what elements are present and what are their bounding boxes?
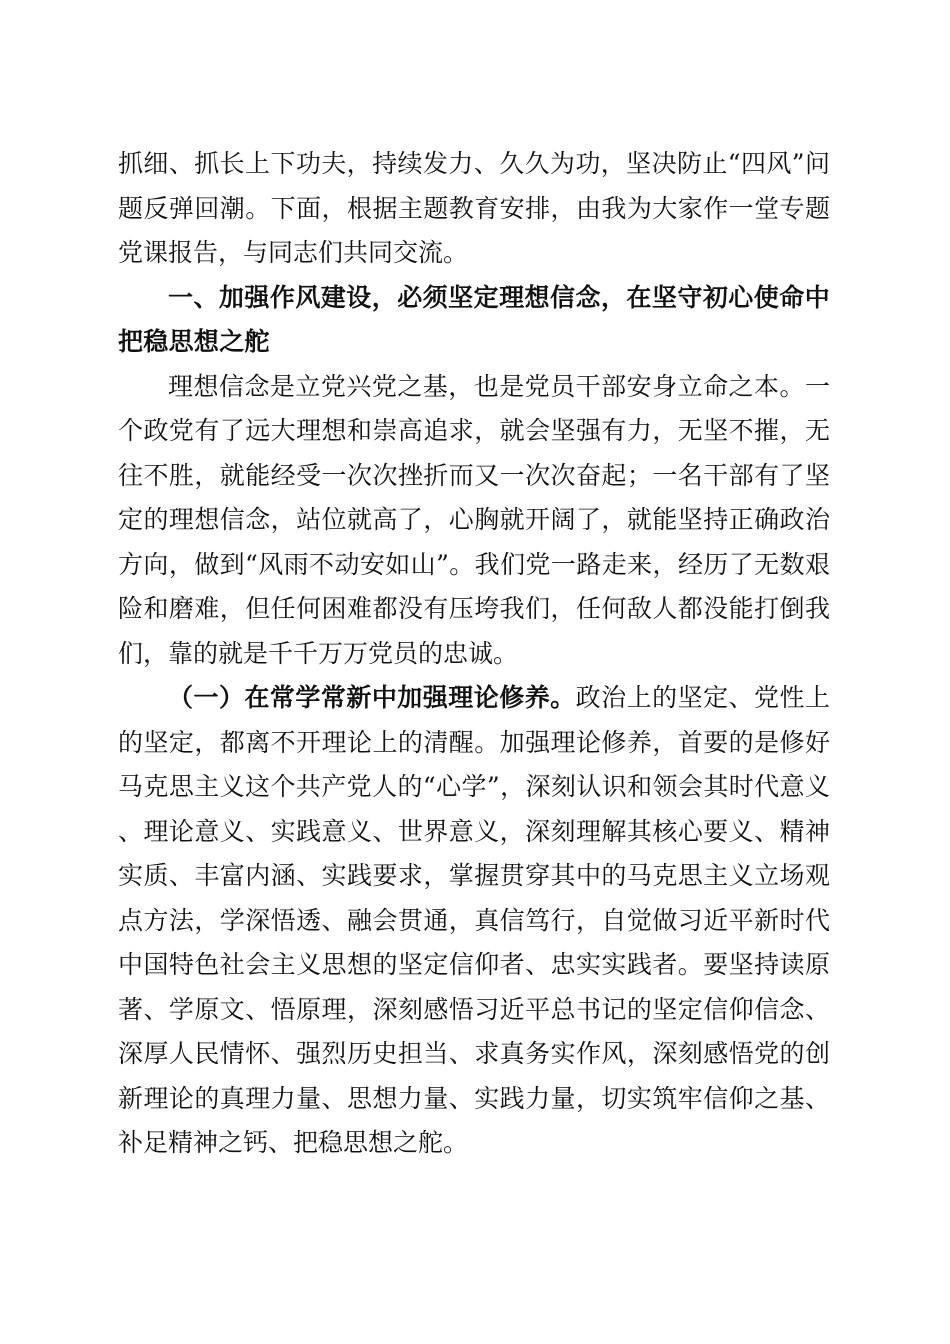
ideals-paragraph — [118, 365, 830, 677]
subheading-lead: （一）在常学常新中加强理论修养。 — [168, 683, 576, 712]
theory-paragraph — [118, 676, 830, 1166]
ideals-paragraph-text: 理想信念是立党兴党之基，也是党员干部安身立命之本。一个政党有了远大理想和崇高追求，就会坚强有力，无坚不摧，无往不胜，就能经受一次次挫折而又一次次奋起；一名干部有了坚定的理想信念，站位就高了，心胸就开阔了，就能坚持正确政治方向，做到“风雨不动安如山”。我们党一路走来，经历了无数艰险和磨难，但任何困难都没有压垮我们，任何敌人都没能打倒我们，靠的就是千千万万党员的忠诚。 — [118, 371, 830, 668]
document-body — [118, 142, 830, 1166]
section-heading — [118, 276, 830, 365]
theory-paragraph-text: 政治上的坚定、党性上的坚定，都离不开理论上的清醒。加强理论修养，首要的是修好马克思主义这个共产党人的“心学”，深刻认识和领会其时代意义、理论意义、实践意义、世界意义，深刻理解其核心要义、精神实质、丰富内涵、实践要求，掌握贯穿其中的马克思主义立场观点方法，学深悟透、融会贯通，真信笃行，自觉做习近平新时代中国特色社会主义思想的坚定信仰者、忠实实践者。要坚持读原著、学原文、悟原理，深刻感悟习近平总书记的坚定信仰信念、深厚人民情怀、强烈历史担当、求真务实作风，深刻感悟党的创新理论的真理力量、思想力量、实践力量，切实筑牢信仰之基、补足精神之钙、把稳思想之舵。 — [118, 683, 830, 1157]
intro-paragraph-text: 抓细、抓长上下功夫，持续发力、久久为功，坚决防止“四风”问题反弹回潮。下面，根据主题教育安排，由我为大家作一堂专题党课报告，与同志们共同交流。 — [118, 149, 830, 267]
intro-paragraph — [118, 142, 830, 276]
section-heading-text: 一、加强作风建设，必须坚定理想信念，在坚守初心使命中把稳思想之舵 — [118, 282, 830, 356]
